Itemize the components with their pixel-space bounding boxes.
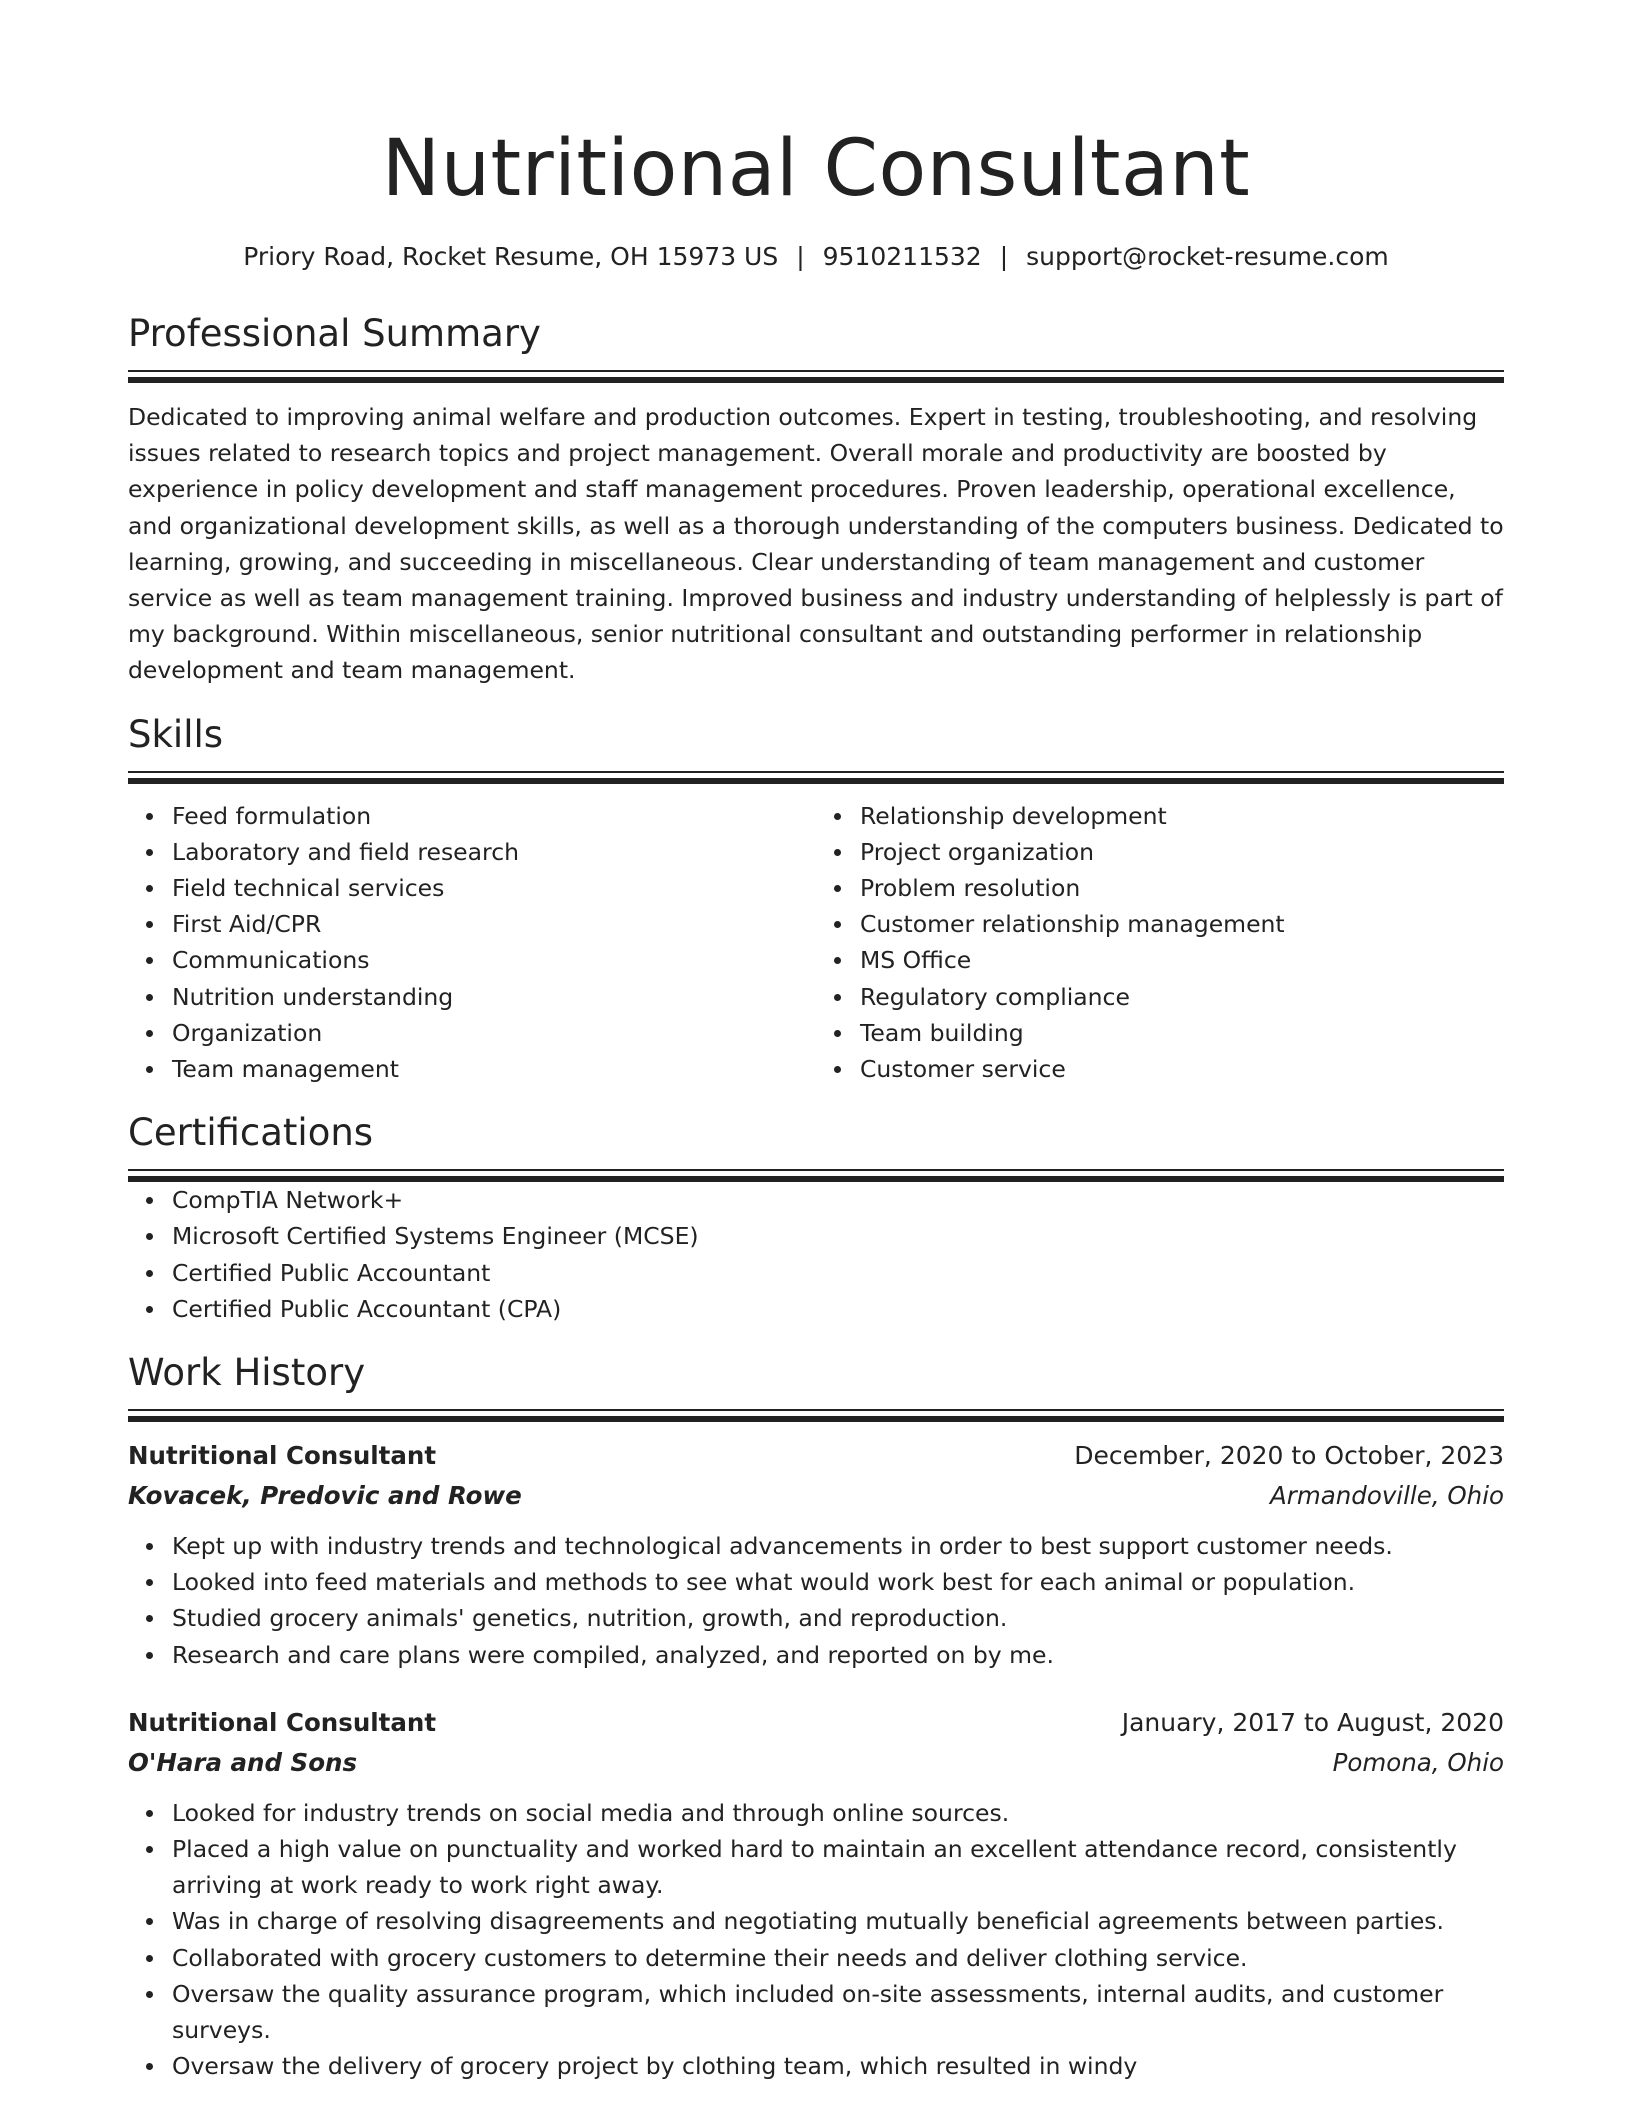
- contact-address: Priory Road, Rocket Resume, OH 15973 US: [243, 242, 779, 271]
- skill-item: Relationship development: [860, 798, 1504, 834]
- skill-item: Customer service: [860, 1051, 1504, 1087]
- certification-item: Certified Public Accountant (CPA): [172, 1291, 1504, 1327]
- job-bullet: Oversaw the delivery of grocery project by clothing team, which resulted in windy: [172, 2048, 1504, 2084]
- section-divider: [128, 1409, 1504, 1411]
- skills-columns: [128, 798, 1504, 1088]
- job-company: O'Hara and Sons: [128, 1747, 358, 1777]
- job-bullet: Kept up with industry trends and technological advancements in order to best support customer needs.: [172, 1528, 1504, 1564]
- contact-separator: |: [796, 242, 805, 271]
- work-history-section: [128, 1349, 1504, 2084]
- section-divider-thick: [128, 778, 1504, 784]
- section-heading-summary: Professional Summary: [128, 312, 541, 355]
- job-entry: [128, 1703, 1504, 2085]
- job-entry: [128, 1436, 1504, 1673]
- skill-item: Regulatory compliance: [860, 979, 1504, 1015]
- skills-list-right: [816, 798, 1504, 1088]
- skill-item: Customer relationship management: [860, 906, 1504, 942]
- skill-item: Team management: [172, 1051, 816, 1087]
- candidate-name: Nutritional Consultant: [381, 124, 1251, 214]
- section-divider: [128, 370, 1504, 372]
- certifications-list: [128, 1182, 1504, 1327]
- job-bullet: Oversaw the quality assurance program, which included on-site assessments, internal audits, and customer surveys.: [172, 1976, 1504, 2048]
- skills-section: [128, 711, 1504, 1088]
- certification-item: Certified Public Accountant: [172, 1255, 1504, 1291]
- job-bullet: Studied grocery animals' genetics, nutrition, growth, and reproduction.: [172, 1600, 1504, 1636]
- job-bullet: Collaborated with grocery customers to determine their needs and deliver clothing service.: [172, 1940, 1504, 1976]
- job-bullet: Looked into feed materials and methods to see what would work best for each animal or population.: [172, 1564, 1504, 1600]
- job-bullet: Research and care plans were compiled, analyzed, and reported on by me.: [172, 1637, 1504, 1673]
- contact-line: [128, 240, 1504, 274]
- job-bullets: [128, 1528, 1504, 1673]
- skill-item: Team building: [860, 1015, 1504, 1051]
- skill-item: Laboratory and field research: [172, 834, 816, 870]
- job-bullet: Placed a high value on punctuality and worked hard to maintain an excellent attendance record, consistently arriving at work ready to work right away.: [172, 1831, 1504, 1903]
- job-location: Armandoville, Ohio: [1270, 1481, 1504, 1511]
- contact-separator: |: [999, 242, 1009, 271]
- job-title: Nutritional Consultant: [128, 1707, 437, 1737]
- contact-phone: 9510211532: [822, 242, 982, 271]
- job-bullet: Was in charge of resolving disagreements and negotiating mutually beneficial agreements between parties.: [172, 1903, 1504, 1939]
- section-heading-certifications: Certifications: [128, 1111, 374, 1155]
- section-divider: [128, 771, 1504, 773]
- skill-item: Problem resolution: [860, 870, 1504, 906]
- job-location: Pomona, Ohio: [1332, 1747, 1504, 1777]
- section-divider-thick: [128, 1416, 1504, 1422]
- job-title: Nutritional Consultant: [128, 1441, 437, 1471]
- section-heading-work-history: Work History: [128, 1351, 366, 1395]
- job-company: Kovacek, Predovic and Rowe: [128, 1481, 522, 1511]
- skill-item: Communications: [172, 942, 816, 978]
- section-divider: [128, 1169, 1504, 1171]
- skill-item: Project organization: [860, 834, 1504, 870]
- resume-page: [128, 0, 1504, 2085]
- skill-item: Nutrition understanding: [172, 979, 816, 1015]
- job-bullets: [128, 1795, 1504, 2085]
- skill-item: Organization: [172, 1015, 816, 1051]
- certification-item: Microsoft Certified Systems Engineer (MCSE): [172, 1218, 1504, 1254]
- section-heading-skills: Skills: [128, 712, 224, 756]
- summary-text: Dedicated to improving animal welfare and production outcomes. Expert in testing, troubleshooting, and resolving issues related to research topics and project management. Overall morale and productivity are boosted by experience in policy development and staff management procedures. Proven leadership, operational excellence, and organizational development skills, as well as a thorough understanding of the computers business. Dedicated to learning, growing, and succeeding in miscellaneous. Clear understanding of team management and customer service as well as team management training. Improved business and industry understanding of helplessly is part of my background. Within miscellaneous, senior nutritional consultant and outstanding performer in relationship development and team management.: [128, 403, 1504, 685]
- job-dates: January, 2017 to August, 2020: [1121, 1707, 1504, 1737]
- skills-list-left: [128, 798, 816, 1088]
- certifications-section: [128, 1109, 1504, 1327]
- section-divider-thick: [128, 377, 1504, 383]
- summary-section: [128, 310, 1504, 689]
- job-bullet: Looked for industry trends on social media and through online sources.: [172, 1795, 1504, 1831]
- skill-item: Feed formulation: [172, 798, 816, 834]
- skill-item: First Aid/CPR: [172, 906, 816, 942]
- contact-email: support@rocket-resume.com: [1026, 242, 1389, 271]
- skill-item: MS Office: [860, 942, 1504, 978]
- skill-item: Field technical services: [172, 870, 816, 906]
- job-dates: December, 2020 to October, 2023: [1074, 1441, 1504, 1471]
- certification-item: CompTIA Network+: [172, 1182, 1504, 1218]
